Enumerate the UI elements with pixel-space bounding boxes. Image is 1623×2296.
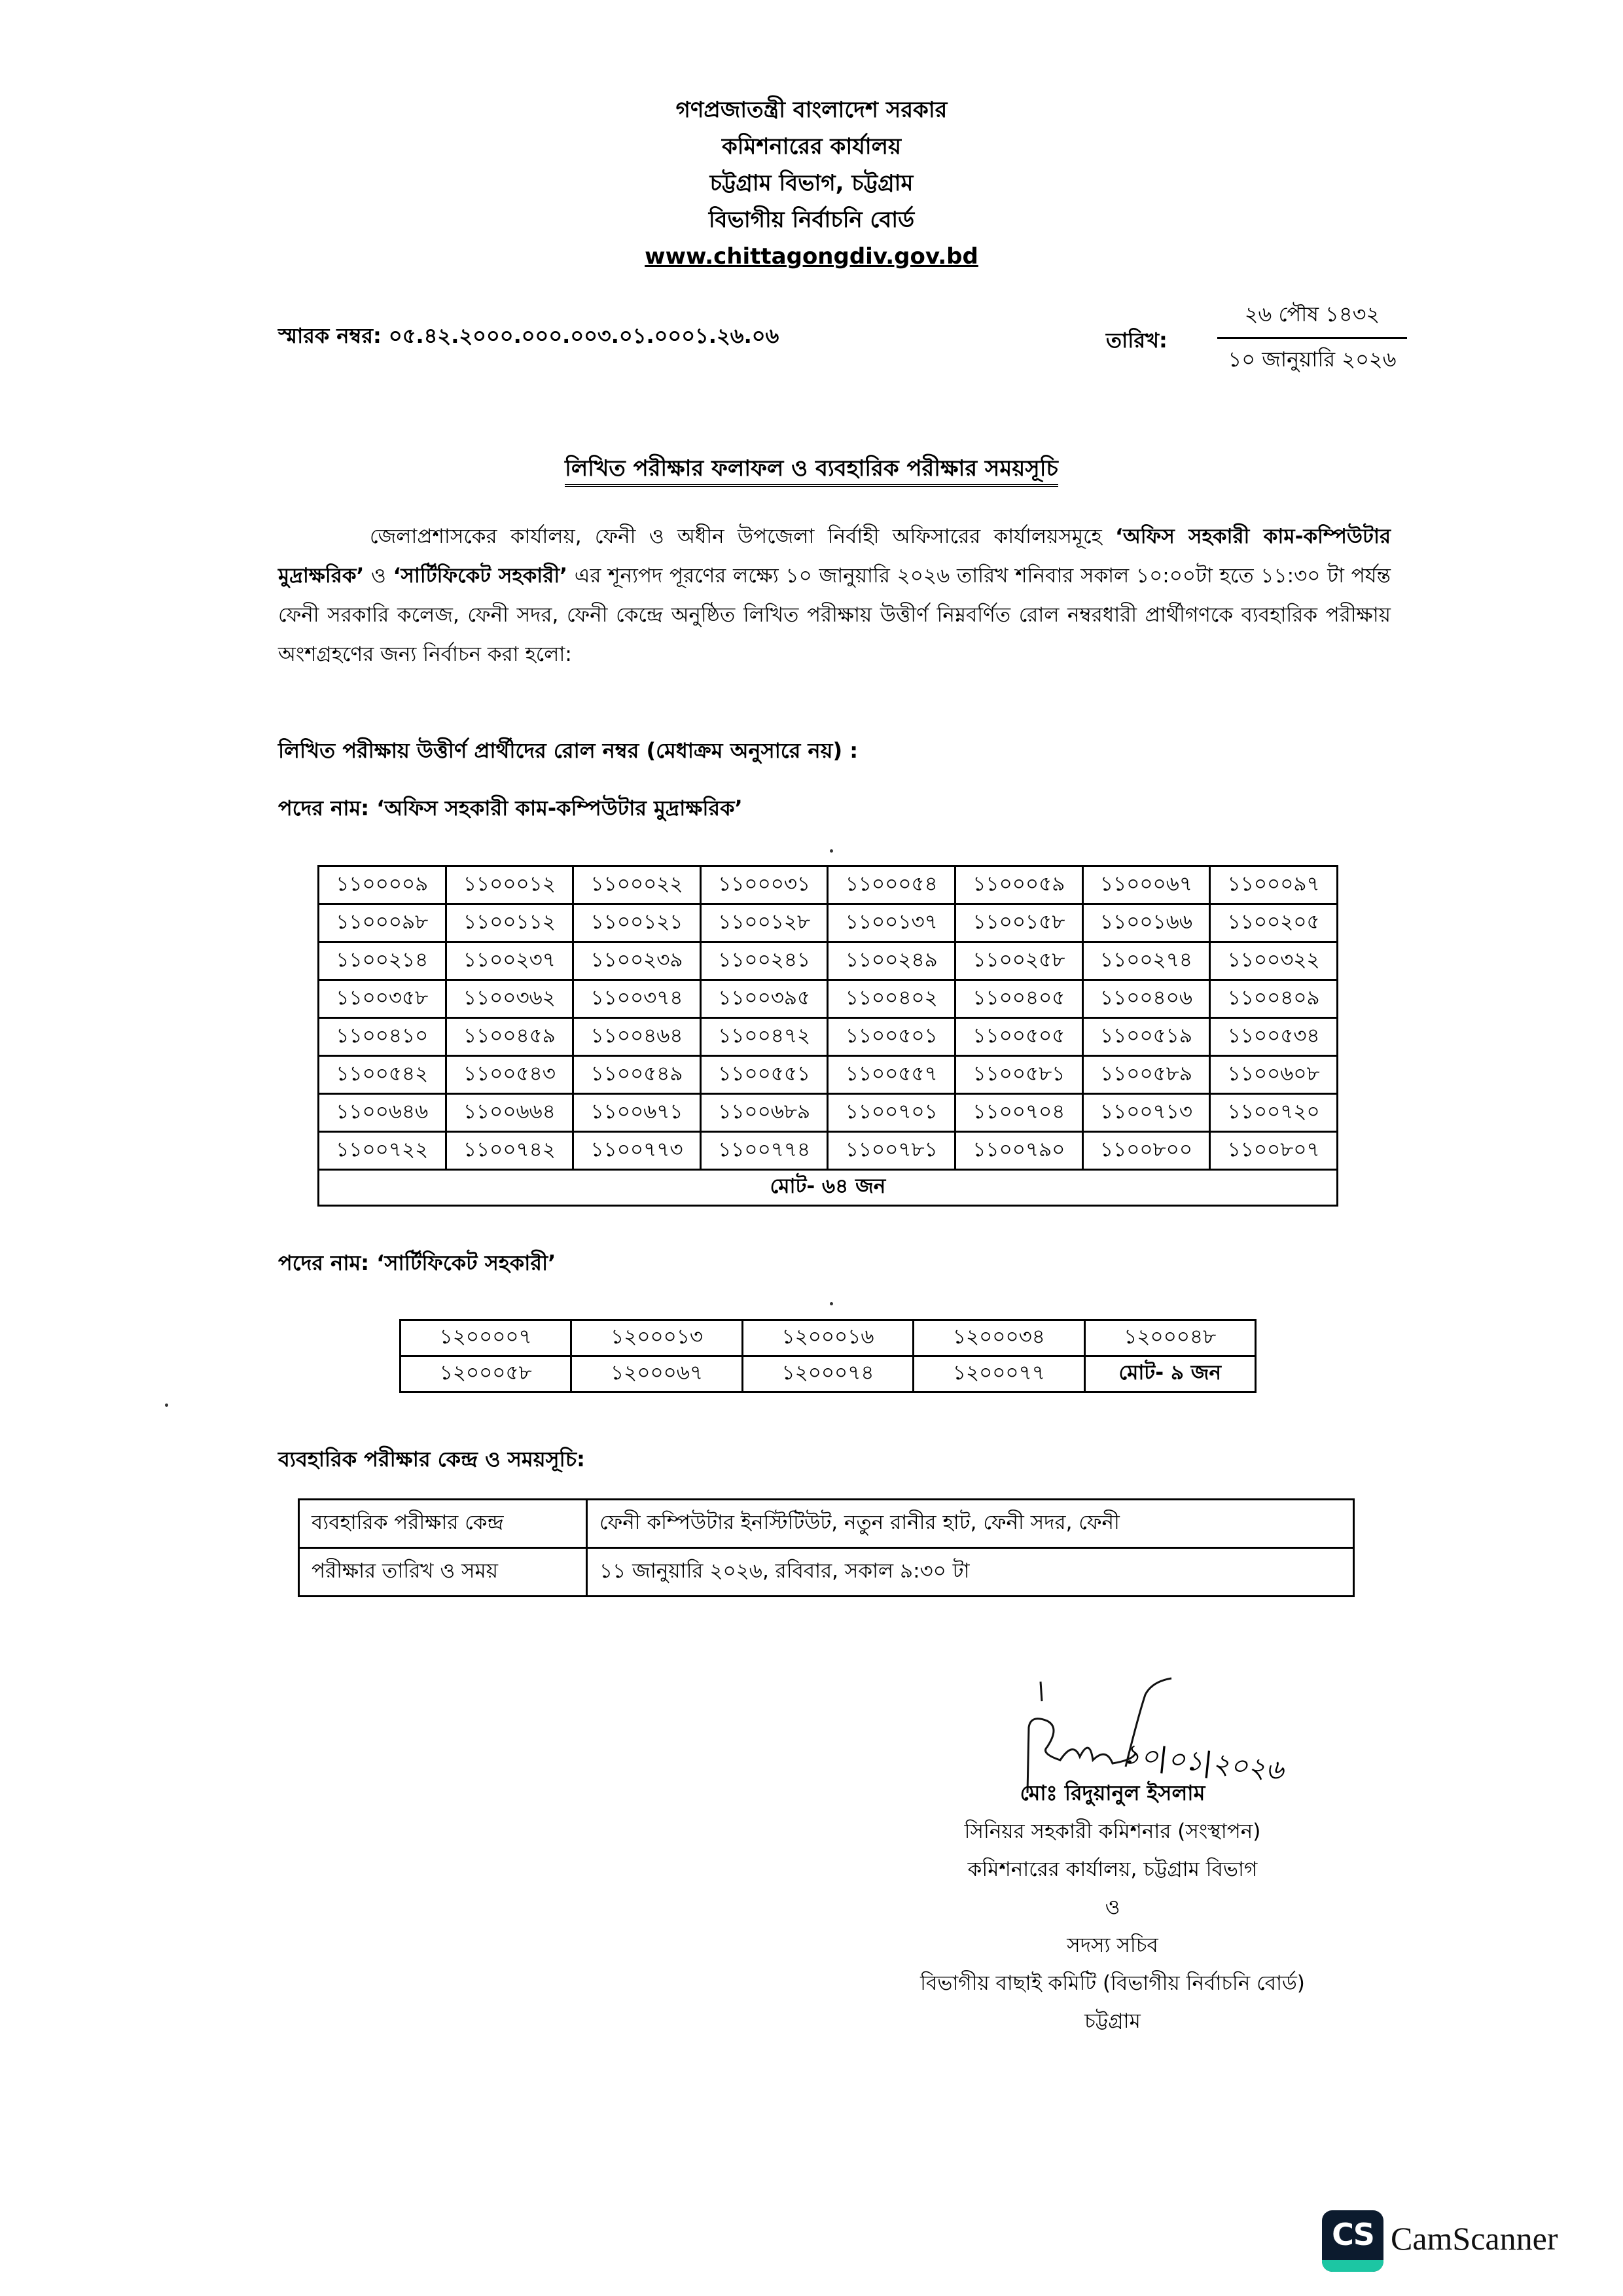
body-part1: জেলাপ্রশাসকের কার্যালয়, ফেনী ও অধীন উপজেলা নির্বাহী অফিসারের কার্যালয়সমূহে (370, 525, 1116, 548)
date-label: তারিখ: (1106, 328, 1168, 353)
letterhead (0, 92, 1623, 275)
roll-number-cell: ১১০০২৪১ (700, 942, 828, 980)
post2-heading: পদের নাম: ‘সার্টিফিকেট সহকারী’ (278, 1250, 556, 1275)
schedule-value-datetime: ১১ জানুয়ারি ২০২৬, রবিবার, সকাল ৯:৩০ টা (587, 1548, 1354, 1597)
body-and: ও (364, 564, 393, 588)
schedule-value-center: ফেনী কম্পিউটার ইনস্টিটিউট, নতুন রানীর হাট, ফেনী সদর, ফেনী (587, 1500, 1354, 1548)
roll-number-cell: ১১০০১৩৭ (828, 904, 955, 942)
roll-row (319, 1132, 1338, 1170)
roll-number-cell: ১১০০৫৪৯ (573, 1056, 701, 1094)
roll-number-cell: ১১০০৩৬২ (446, 980, 573, 1018)
signatory-office: কমিশনারের কার্যালয়, চট্টগ্রাম বিভাগ (967, 1858, 1258, 1881)
roll-number-cell: ১১০০০৫৪ (828, 866, 955, 904)
roll-number-cell: ১১০০২৩৯ (573, 942, 701, 980)
camscanner-logo-bar (1322, 2260, 1383, 2272)
signature-date: ১০|০১|২০২৬ (1121, 1737, 1285, 1786)
roll-total: মোট- ৯ জন (1084, 1356, 1255, 1392)
roll-row (319, 866, 1338, 904)
date-gregorian: ১০ জানুয়ারি ২০২৬ (1228, 347, 1397, 372)
schedule-label-datetime: পরীক্ষার তারিখ ও সময় (299, 1548, 587, 1597)
memo-value: ০৫.৪২.২০০০.০০০.০০৩.০১.০০০১.২৬.০৬ (388, 323, 779, 348)
roll-number-cell: ১১০০২১৪ (319, 942, 446, 980)
roll-row (319, 1056, 1338, 1094)
post1-roll-table (317, 865, 1338, 1207)
letterhead-division: চট্টগ্রাম বিভাগ, চট্টগ্রাম (709, 170, 914, 196)
roll-number-cell: ১২০০০৩৪ (914, 1320, 1084, 1356)
roll-number-cell: ১১০০৪৬৪ (573, 1018, 701, 1056)
roll-number-cell: ১১০০৭৭৩ (573, 1132, 701, 1170)
roll-row (319, 904, 1338, 942)
roll-number-cell: ১১০০১২১ (573, 904, 701, 942)
roll-number-cell: ১১০০০৯৭ (1210, 866, 1338, 904)
roll-number-cell: ১১০০৭৮১ (828, 1132, 955, 1170)
roll-number-cell: ১১০০২৪৯ (828, 942, 955, 980)
roll-number-cell: ১১০০৪০৬ (1082, 980, 1210, 1018)
roll-number-cell: ১২০০০৭৭ (914, 1356, 1084, 1392)
roll-number-cell: ১১০০৭৭৪ (700, 1132, 828, 1170)
signatory-block (851, 1773, 1374, 2040)
roll-number-cell: ১১০০৪৫৯ (446, 1018, 573, 1056)
roll-number-cell: ১২০০০৭৪ (742, 1356, 913, 1392)
roll-number-cell: ১১০০৫৮১ (955, 1056, 1083, 1094)
schedule-row-center (299, 1500, 1354, 1548)
body-post2: ‘সার্টিফিকেট সহকারী’ (393, 564, 567, 588)
roll-number-cell: ১১০০৫৫১ (700, 1056, 828, 1094)
letterhead-office: কমিশনারের কার্যালয় (721, 133, 902, 160)
scan-speck (830, 1302, 833, 1305)
roll-number-cell: ১১০০৭২২ (319, 1132, 446, 1170)
schedule-row-datetime (299, 1548, 1354, 1597)
roll-number-cell: ১১০০৬০৮ (1210, 1056, 1338, 1094)
roll-number-cell: ১১০০৫৪৩ (446, 1056, 573, 1094)
camscanner-wordmark: CamScanner (1391, 2220, 1558, 2257)
roll-row (319, 942, 1338, 980)
date-fraction (1217, 298, 1407, 378)
roll-total-row (319, 1170, 1338, 1206)
roll-number-cell: ১১০০৫৮৯ (1082, 1056, 1210, 1094)
roll-number-cell: ১১০০২৭৪ (1082, 942, 1210, 980)
roll-row (319, 980, 1338, 1018)
roll-row (401, 1356, 1256, 1392)
roll-number-cell: ১১০০৫১৯ (1082, 1018, 1210, 1056)
roll-number-cell: ১২০০০৫৮ (401, 1356, 571, 1392)
roll-number-cell: ১২০০০১৩ (571, 1320, 742, 1356)
schedule-label-center: ব্যবহারিক পরীক্ষার কেন্দ্র (299, 1500, 587, 1548)
roll-number-cell: ১১০০০৫৯ (955, 866, 1083, 904)
body-paragraph (278, 517, 1391, 674)
roll-number-cell: ১১০০৩৯৫ (700, 980, 828, 1018)
roll-number-cell: ১১০০১৫৮ (955, 904, 1083, 942)
signatory-city: চট্টগ্রাম (1084, 2009, 1141, 2033)
roll-number-cell: ১১০০৭৯০ (955, 1132, 1083, 1170)
roll-number-cell: ১২০০০১৬ (742, 1320, 913, 1356)
schedule-heading: ব্যবহারিক পরীক্ষার কেন্দ্র ও সময়সূচি: (278, 1447, 585, 1472)
memo-label: স্মারক নম্বর: (278, 323, 382, 348)
post1-heading: পদের নাম: ‘অফিস সহকারী কাম-কম্পিউটার মুদ্রাক্ষরিক’ (278, 796, 743, 821)
body-post1: ‘অফিস সহকারী কাম-কম্পিউটার মুদ্রাক্ষরিক’ (278, 525, 1391, 588)
roll-number-cell: ১১০০৪০৯ (1210, 980, 1338, 1018)
roll-number-cell: ১১০০৫০১ (828, 1018, 955, 1056)
roll-number-cell: ১১০০৫০৫ (955, 1018, 1083, 1056)
roll-row (319, 1018, 1338, 1056)
roll-number-cell: ১১০০৭০১ (828, 1094, 955, 1132)
roll-number-cell: ১১০০৭০৪ (955, 1094, 1083, 1132)
scan-speck (165, 1404, 168, 1407)
signatory-role: সদস্য সচিব (1067, 1934, 1158, 1957)
roll-number-cell: ১১০০০১২ (446, 866, 573, 904)
roll-number-cell: ১১০০০০৯ (319, 866, 446, 904)
signatory-committee: বিভাগীয় বাছাই কমিটি (বিভাগীয় নির্বাচনি বোর্ড) (920, 1971, 1305, 1995)
roll-number-cell: ১১০০৬৭১ (573, 1094, 701, 1132)
roll-number-cell: ১১০০৫৩৪ (1210, 1018, 1338, 1056)
document-title (0, 451, 1623, 489)
passed-heading: লিখিত পরীক্ষায় উত্তীর্ণ প্রার্থীদের রোল নম্বর (মেধাক্রম অনুসারে নয়) : (278, 738, 859, 763)
post2-roll-table (399, 1319, 1257, 1393)
roll-number-cell: ১১০০০৩১ (700, 866, 828, 904)
roll-number-cell: ১১০০০৯৮ (319, 904, 446, 942)
roll-number-cell: ১১০০৩৭৪ (573, 980, 701, 1018)
roll-row (319, 1094, 1338, 1132)
roll-number-cell: ১১০০৫৪২ (319, 1056, 446, 1094)
letterhead-board: বিভাগীয় নির্বাচনি বোর্ড (708, 207, 915, 233)
roll-number-cell: ১১০০২৫৮ (955, 942, 1083, 980)
schedule-table (298, 1498, 1355, 1597)
roll-number-cell: ১১০০১১২ (446, 904, 573, 942)
roll-number-cell: ১১০০৮০০ (1082, 1132, 1210, 1170)
website-link[interactable]: www.chittagongdiv.gov.bd (645, 243, 978, 270)
roll-number-cell: ১১০০০৬৭ (1082, 866, 1210, 904)
camscanner-logo-text: CS (1332, 2217, 1374, 2252)
roll-number-cell: ১১০০৪০২ (828, 980, 955, 1018)
roll-number-cell: ১১০০০২২ (573, 866, 701, 904)
body-part2: এর শূন্যপদ পূরণের লক্ষ্যে ১০ জানুয়ারি ২০২৬ তারিখ শনিবার সকাল ১০:০০টা হতে ১১:৩০ টা পর্যন্ত ফেনী সরকারি কলেজ, ফেনী সদর, ফেনী কেন্দ্রে অনুষ্ঠিত লিখিত পরীক্ষায় উত্তীর্ণ নিম্নবর্ণিত রোল নম্বরধারী প্রার্থীগণকে ব্যবহারিক পরীক্ষায় অংশগ্রহণের জন্য নির্বাচন করা হলো: (278, 564, 1391, 666)
roll-number-cell: ১১০০৬৪৬ (319, 1094, 446, 1132)
roll-number-cell: ১১০০৭২০ (1210, 1094, 1338, 1132)
roll-number-cell: ১১০০২০৫ (1210, 904, 1338, 942)
roll-number-cell: ১২০০০৬৭ (571, 1356, 742, 1392)
roll-number-cell: ১১০০৭৪২ (446, 1132, 573, 1170)
roll-number-cell: ১১০০৬৬৪ (446, 1094, 573, 1132)
memo-number (278, 319, 779, 355)
roll-number-cell: ১১০০২৩৭ (446, 942, 573, 980)
roll-number-cell: ১১০০৫৫৭ (828, 1056, 955, 1094)
roll-number-cell: ১২০০০০৭ (401, 1320, 571, 1356)
roll-number-cell: ১১০০১২৮ (700, 904, 828, 942)
roll-number-cell: ১১০০৭১৩ (1082, 1094, 1210, 1132)
roll-number-cell: ১১০০৩৫৮ (319, 980, 446, 1018)
date-bangla: ২৬ পৌষ ১৪৩২ (1217, 298, 1407, 339)
roll-total: মোট- ৬৪ জন (319, 1170, 1338, 1206)
camscanner-logo-icon (1322, 2210, 1383, 2272)
title-text: লিখিত পরীক্ষার ফলাফল ও ব্যবহারিক পরীক্ষার সময়সূচি (565, 455, 1058, 487)
roll-number-cell: ১১০০৩২২ (1210, 942, 1338, 980)
roll-number-cell: ১১০০১৬৬ (1082, 904, 1210, 942)
scan-speck (830, 849, 833, 853)
signatory-name: মোঃ রিদুয়ানুল ইসলাম (1020, 1780, 1205, 1805)
roll-number-cell: ১১০০৪১০ (319, 1018, 446, 1056)
roll-number-cell: ১২০০০৪৮ (1084, 1320, 1255, 1356)
roll-number-cell: ১১০০৪০৫ (955, 980, 1083, 1018)
roll-row (401, 1320, 1256, 1356)
signatory-and: ও (1105, 1896, 1120, 1919)
roll-number-cell: ১১০০৪৭২ (700, 1018, 828, 1056)
letterhead-govt: গণপ্রজাতন্ত্রী বাংলাদেশ সরকার (675, 97, 948, 123)
roll-number-cell: ১১০০৬৮৯ (700, 1094, 828, 1132)
signatory-designation: সিনিয়র সহকারী কমিশনার (সংস্থাপন) (964, 1820, 1261, 1843)
roll-number-cell: ১১০০৮০৭ (1210, 1132, 1338, 1170)
